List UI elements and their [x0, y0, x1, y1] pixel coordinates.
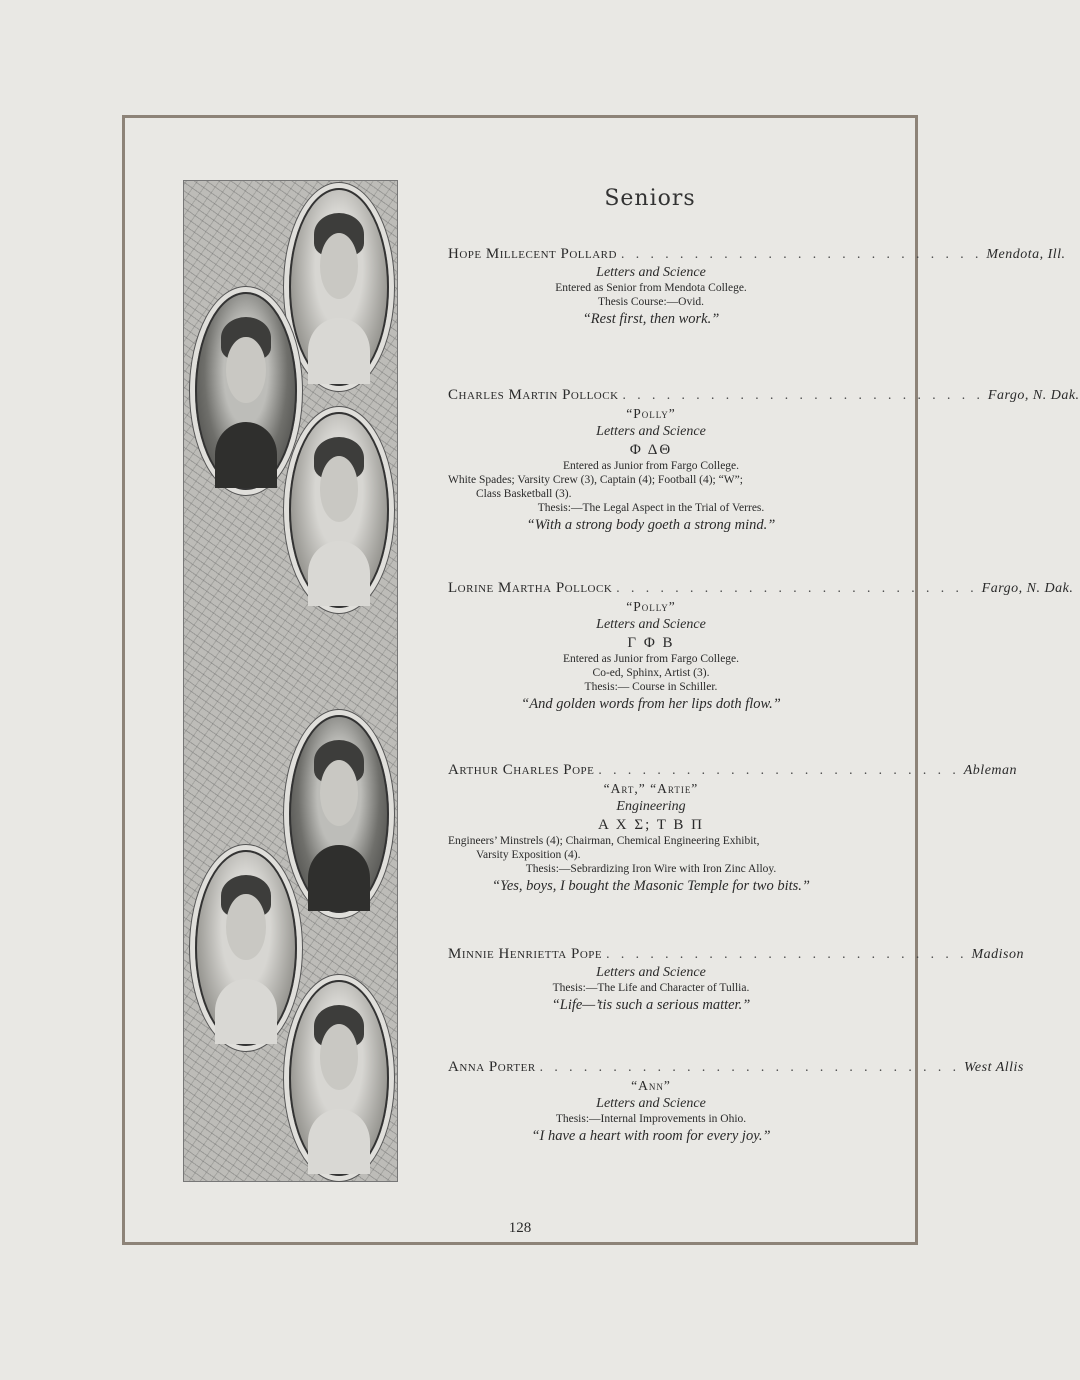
entry-name: Anna Porter [448, 1059, 536, 1075]
entry-department: Letters and Science [596, 424, 706, 439]
entry-nickname: “Polly” [626, 599, 676, 614]
portrait-arthur-pope [289, 715, 389, 913]
entry-department: Engineering [616, 799, 686, 814]
entry-thesis: Thesis:—Sebrardizing Iron Wire with Iron Zinc Alloy. [525, 863, 777, 875]
entry-quote: “I have a heart with room for every joy.” [531, 1128, 771, 1144]
leader-dots: . . . . . . . . . . . . . . . . . . . . . . . . . [616, 580, 978, 595]
entry-greek-letters: Γ Φ Β [627, 635, 675, 651]
portrait-charles-pollock [195, 292, 297, 490]
entry-department: Letters and Science [596, 265, 706, 280]
entry-name: Charles Martin Pollock [448, 387, 619, 403]
page-number: 128 [508, 1220, 532, 1236]
entry-thesis: Thesis:—The Legal Aspect in the Trial of Verres. [537, 502, 765, 514]
entry-nickname: “Polly” [626, 406, 676, 421]
portrait-minnie-pope [195, 850, 297, 1046]
entry-nickname: “Ann” [631, 1078, 671, 1093]
entry-activities: Engineers’ Minstrels (4); Chairman, Chemical Engineering Exhibit, [448, 835, 760, 847]
entry-quote: “Yes, boys, I bought the Masonic Temple for two bits.” [492, 878, 810, 894]
portrait-strip [183, 180, 398, 1182]
entry-place: Mendota, Ill. [986, 247, 1066, 262]
entry-place: Ableman [963, 763, 1018, 778]
leader-dots: . . . . . . . . . . . . . . . . . . . . . . . . . [622, 387, 984, 402]
entry-quote: “With a strong body goeth a strong mind.” [526, 517, 776, 533]
entry-arthur-pope [448, 762, 1018, 895]
entry-thesis: Thesis:—Internal Improvements in Ohio. [555, 1113, 747, 1125]
leader-dots: . . . . . . . . . . . . . . . . . . . . . . . . . [606, 946, 968, 961]
entry-department: Letters and Science [596, 1096, 706, 1111]
entry-activities-cont: Varsity Exposition (4). [476, 849, 581, 861]
portrait-anna-porter [289, 980, 389, 1176]
entry-name: Arthur Charles Pope [448, 762, 595, 778]
entry-activities-cont: Class Basketball (3). [476, 488, 572, 500]
entry-place: Fargo, N. Dak. [987, 388, 1080, 403]
entry-charles-pollock [448, 387, 1080, 534]
entry-minnie-pope [448, 946, 1024, 1014]
entry-detail: Thesis:— Course in Schiller. [584, 681, 718, 693]
entry-name: Lorine Martha Pollock [448, 580, 613, 596]
entry-detail: Entered as Junior from Fargo College. [562, 653, 740, 665]
leader-dots: . . . . . . . . . . . . . . . . . . . . . . . . . [620, 246, 983, 261]
leader-dots: . . . . . . . . . . . . . . . . . . . . . . . . . . . . . [539, 1059, 961, 1074]
entry-anna-porter [448, 1059, 1024, 1145]
entry-place: Fargo, N. Dak. [981, 581, 1074, 596]
leader-dots: . . . . . . . . . . . . . . . . . . . . . . . . . [598, 762, 960, 777]
entry-name: Minnie Henrietta Pope [448, 946, 603, 962]
entry-nickname: “Art,” “Artie” [603, 781, 699, 796]
entry-name: Hope Millecent Pollard [448, 246, 617, 262]
portrait-lorine-pollock [289, 412, 389, 608]
entry-greek-letters: Φ ΔΘ [629, 442, 673, 458]
entry-quote: “Life—’tis such a serious matter.” [551, 997, 751, 1013]
portrait-hope-pollard [289, 188, 389, 386]
entry-greek-letters: Α Χ Σ; Τ Β Π [598, 817, 704, 833]
entry-department: Letters and Science [596, 965, 706, 980]
entry-detail: Entered as Junior from Fargo College. [562, 460, 740, 472]
entry-quote: “And golden words from her lips doth flow.” [521, 696, 781, 712]
entry-quote: “Rest first, then work.” [582, 311, 720, 327]
entry-thesis: Thesis:—The Life and Character of Tullia. [552, 982, 750, 994]
entry-place: West Allis [964, 1060, 1024, 1075]
entry-hope-pollard [448, 246, 1066, 328]
entry-lorine-pollock [448, 580, 1074, 713]
entry-detail: Co-ed, Sphinx, Artist (3). [592, 667, 710, 679]
page-heading: Seniors [604, 186, 696, 211]
entry-place: Madison [971, 947, 1024, 962]
entry-detail: Thesis Course:—Ovid. [597, 296, 705, 308]
entry-detail: Entered as Senior from Mendota College. [555, 282, 747, 294]
entry-department: Letters and Science [596, 617, 706, 632]
entry-activities: White Spades; Varsity Crew (3), Captain (4); Football (4); “W”; [448, 474, 743, 486]
